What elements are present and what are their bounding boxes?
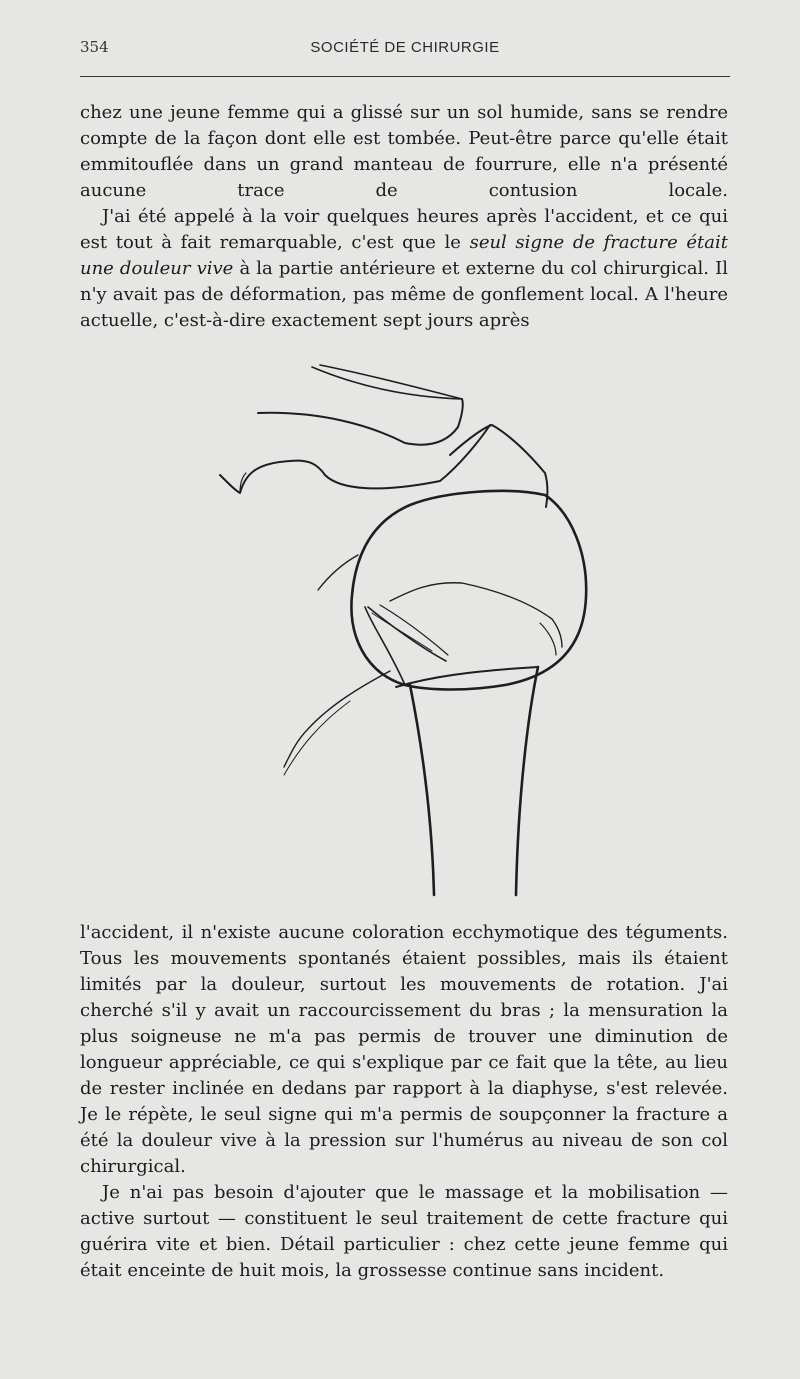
running-title: SOCIÉTÉ DE CHIRURGIE (310, 39, 500, 56)
acromion-outline (312, 365, 462, 399)
paragraph-treatment: Je n'ai pas besoin d'ajouter que le massage et la mobilisation — active surtout — constituent le seul traitement de cette fracture qui guérira vite et bien. Détail particulier : chez cette jeune femme qui était enceinte de huit mois, la grossesse continue sans incident. (80, 1182, 728, 1281)
acromion-lower-line (258, 399, 463, 445)
italic-emphasis: seul signe de fracture était une douleur vive (80, 232, 728, 279)
glenoid-rim (450, 425, 547, 507)
body-text-top (80, 100, 728, 334)
fracture-line-right (540, 623, 556, 655)
humeral-shaft-right (516, 667, 538, 895)
body-text-bottom (80, 920, 728, 1284)
fracture-line-hatch-2 (380, 605, 448, 655)
humeral-shaft-left (410, 685, 434, 895)
humerus-fracture-figure (200, 355, 610, 900)
paragraph-examination-start: J'ai été appelé à la voir quelques heures après l'accident, et ce qui est tout à fait remarquable, c'est que le (80, 206, 728, 253)
paragraph-examination-end: à la partie antérieure et externe du col chirurgical. Il n'y avait pas de déformation, pas même de gonflement local. A l'heure actuelle, c'est-à-dire exactement sept jours après (80, 258, 728, 331)
paragraph-examination (80, 204, 728, 334)
header-rule (80, 76, 730, 77)
surgical-neck-contour (396, 667, 538, 687)
paragraph-continuation: chez une jeune femme qui a glissé sur un sol humide, sans se rendre compte de la façon dont elle est tombée. Peut-être parce qu'elle était emmitouflée dans un grand manteau de fourrure, elle n'a présenté aucune trace de contusion locale. (80, 102, 728, 201)
page-number: 354 (80, 38, 109, 56)
scapula-inferior-line (284, 701, 350, 775)
fracture-line-hatch-1 (368, 607, 446, 661)
scapula-axillary-border (284, 671, 390, 767)
fracture-line-upper (390, 583, 562, 647)
humeral-head (351, 491, 586, 690)
page-header (80, 38, 730, 60)
paragraph-findings: l'accident, il n'existe aucune coloration ecchymotique des téguments. Tous les mouvements spontanés étaient possibles, mais ils étaient limités par la douleur, surtout les mouvements de rotation. J'ai cherché s'il y avait un raccourcissement du bras ; la mensuration la plus soigneuse ne m'a pas permis de trouver une diminution de longueur appréciable, ce qui s'explique par ce fait que la tête, au lieu de rester inclinée en dedans par rapport à la diaphyse, s'est relevée. Je le répète, le seul signe qui m'a permis de soupçonner la fracture a été la douleur vive à la pression sur l'humérus au niveau de son col chirurgical. (80, 922, 728, 1177)
